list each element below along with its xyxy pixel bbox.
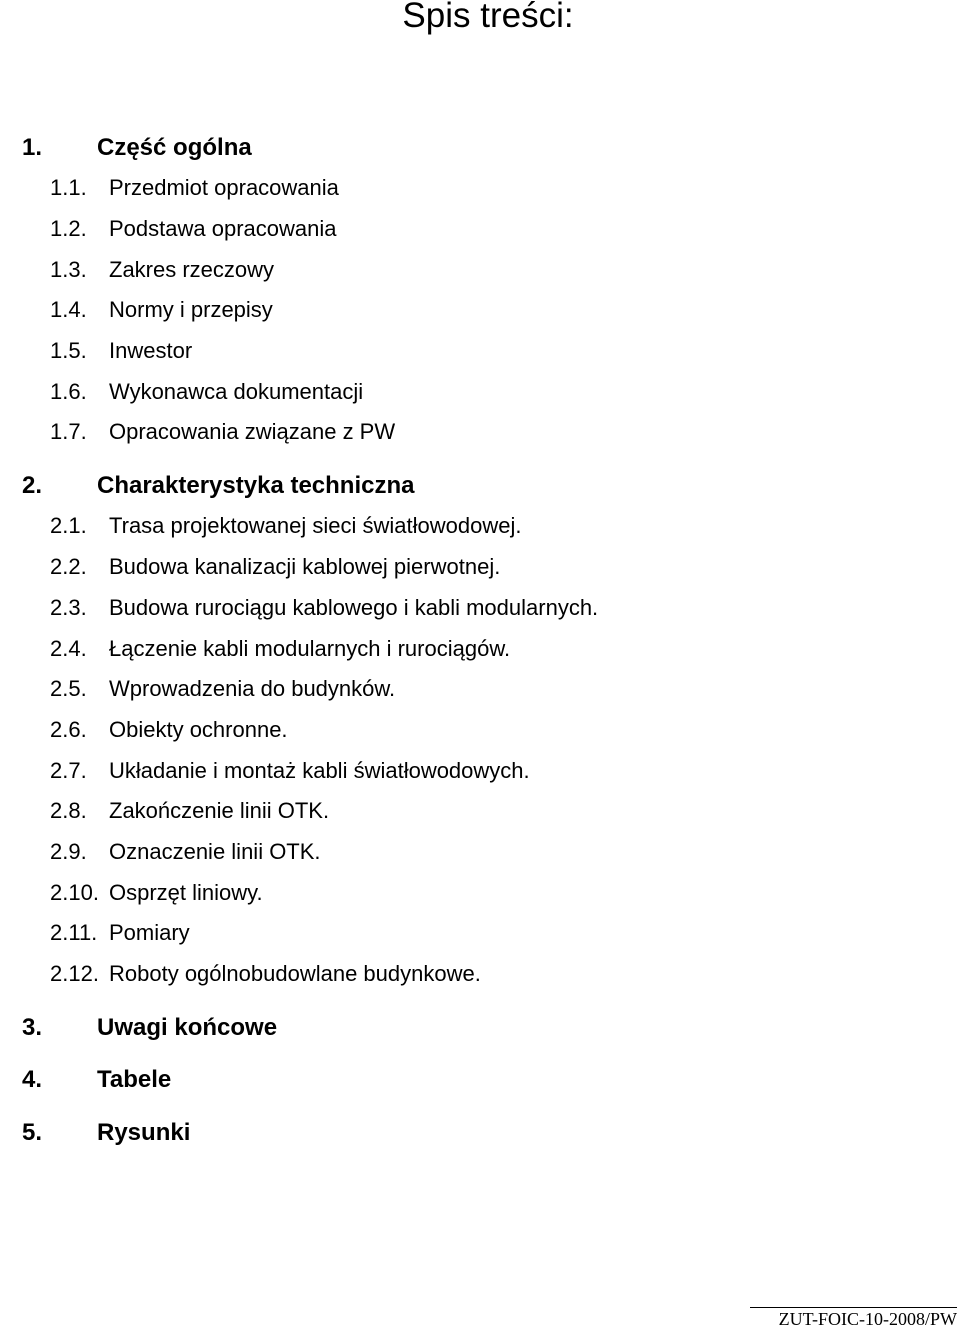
toc-number: 2.10. [50, 880, 99, 905]
toc-number: 2.12. [50, 961, 99, 986]
toc-entry-title: Łączenie kabli modularnych i rurociągów. [109, 636, 511, 661]
toc-entry-title: Wykonawca dokumentacji [109, 379, 364, 404]
toc-entry-title: Wprowadzenia do budynków. [109, 676, 396, 701]
toc-entry-title: Układanie i montaż kabli światłowodowych. [109, 758, 530, 783]
toc-entry-title: Obiekty ochronne. [109, 717, 288, 742]
toc-entry-title: Trasa projektowanej sieci światłowodowej. [109, 513, 522, 538]
toc-entry-title: Przedmiot opracowania [109, 175, 339, 200]
toc-number: 1. [22, 134, 43, 161]
page-title: Spis treści: [402, 0, 574, 35]
toc-entry-title: Budowa rurociągu kablowego i kabli modularnych. [109, 595, 599, 620]
toc-number: 1.3. [50, 257, 87, 282]
toc-entry-title: Pomiary [109, 920, 190, 945]
toc-number: 2.1. [50, 513, 87, 538]
toc-entry-title: Uwagi końcowe [97, 1014, 278, 1041]
toc-entry-title: Oznaczenie linii OTK. [109, 839, 321, 864]
toc-entry-title: Opracowania związane z PW [109, 419, 396, 444]
toc-number: 1.2. [50, 216, 87, 241]
toc-number: 1.7. [50, 419, 87, 444]
toc-entry-title: Roboty ogólnobudowlane budynkowe. [109, 961, 481, 986]
toc-number: 4. [22, 1066, 43, 1093]
toc-number: 2.3. [50, 595, 87, 620]
toc-number: 2.8. [50, 798, 87, 823]
toc-number: 2.6. [50, 717, 87, 742]
toc-entry-title: Część ogólna [97, 134, 252, 161]
toc-number: 2.5. [50, 676, 87, 701]
toc-number: 1.4. [50, 297, 87, 322]
toc-number: 1.5. [50, 338, 87, 363]
toc-entry-title: Zakończenie linii OTK. [109, 798, 330, 823]
toc-entry-title: Normy i przepisy [109, 297, 273, 322]
toc-entry-title: Zakres rzeczowy [109, 257, 275, 282]
toc-number: 2.4. [50, 636, 87, 661]
toc-number: 1.1. [50, 175, 87, 200]
toc-entry-title: Budowa kanalizacji kablowej pierwotnej. [109, 554, 501, 579]
toc-entry-title: Tabele [97, 1066, 172, 1093]
toc-entry-title: Osprzęt liniowy. [109, 880, 263, 905]
toc-number: 3. [22, 1014, 43, 1041]
toc-number: 5. [22, 1119, 43, 1146]
toc-number: 2.7. [50, 758, 87, 783]
toc-number: 1.6. [50, 379, 87, 404]
toc-number: 2.9. [50, 839, 87, 864]
toc-entry-title: Rysunki [97, 1119, 191, 1146]
toc-entry-title: Podstawa opracowania [109, 216, 337, 241]
toc-number: 2. [22, 472, 43, 499]
toc-number: 2.2. [50, 554, 87, 579]
document-code: ZUT-FOIC-10-2008/PW [778, 1309, 957, 1329]
toc-number: 2.11. [50, 920, 98, 945]
toc-entry-title: Inwestor [109, 338, 193, 363]
toc-entry-title: Charakterystyka techniczna [97, 472, 415, 499]
